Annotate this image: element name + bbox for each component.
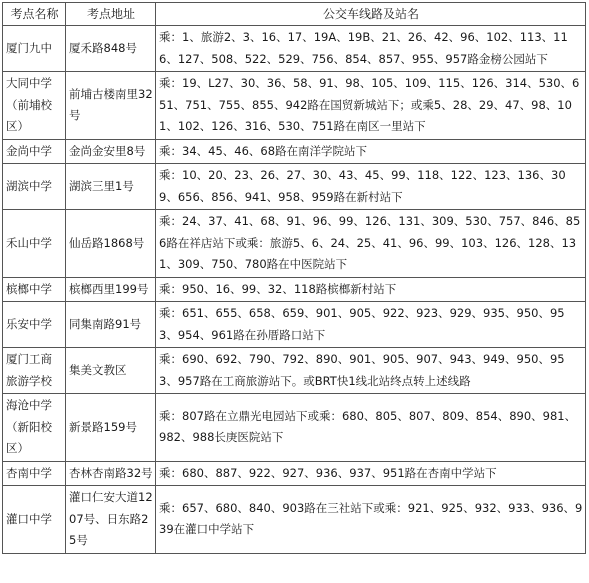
table-header-row bbox=[3, 3, 586, 26]
exam-site-table bbox=[2, 2, 586, 554]
site-address: 灌口仁安大道1207号、日东路25号 bbox=[66, 486, 156, 554]
site-address: 厦禾路848号 bbox=[66, 26, 156, 72]
site-name: 湖滨中学 bbox=[3, 164, 66, 210]
table-row bbox=[3, 72, 586, 140]
site-address: 同集南路91号 bbox=[66, 302, 156, 348]
site-name: 禾山中学 bbox=[3, 210, 66, 278]
site-address: 集美文教区 bbox=[66, 348, 156, 394]
site-address: 金尚金安里8号 bbox=[66, 139, 156, 164]
site-address: 新景路159号 bbox=[66, 394, 156, 462]
table-row bbox=[3, 302, 586, 348]
bus-routes: 乘：690、692、790、792、890、901、905、907、943、949、950、953、957路在工商旅游站下。或BRT快1线北站终点转上述线路 bbox=[156, 348, 586, 394]
bus-routes: 乘：34、45、46、68路在南洋学院站下 bbox=[156, 139, 586, 164]
site-address: 槟榔西里199号 bbox=[66, 277, 156, 302]
site-name: 大同中学（前埔校区） bbox=[3, 72, 66, 140]
bus-routes: 乘：19、L27、30、36、58、91、98、105、109、115、126、314、530、651、751、755、855、942路在国贸新城站下；或乘5、28、29、47、98、101、102、126、316、530、751路在南区一里站下 bbox=[156, 72, 586, 140]
bus-routes: 乘：1、旅游2、3、16、17、19A、19B、21、26、42、96、102、113、116、127、508、522、529、756、854、857、955、957路金榜公园站下 bbox=[156, 26, 586, 72]
site-name: 金尚中学 bbox=[3, 139, 66, 164]
table-row bbox=[3, 461, 586, 486]
site-name: 槟榔中学 bbox=[3, 277, 66, 302]
site-name: 海沧中学（新阳校区） bbox=[3, 394, 66, 462]
site-address: 杏林杏南路32号 bbox=[66, 461, 156, 486]
table-row bbox=[3, 210, 586, 278]
table-row bbox=[3, 164, 586, 210]
site-address: 湖滨三里1号 bbox=[66, 164, 156, 210]
bus-routes: 乘：950、16、99、32、118路槟榔新村站下 bbox=[156, 277, 586, 302]
site-name: 杏南中学 bbox=[3, 461, 66, 486]
table-row bbox=[3, 26, 586, 72]
table-row bbox=[3, 348, 586, 394]
site-name: 灌口中学 bbox=[3, 486, 66, 554]
header-bus-routes: 公交车线路及站名 bbox=[156, 3, 586, 26]
table-row bbox=[3, 394, 586, 462]
header-site-name: 考点名称 bbox=[3, 3, 66, 26]
bus-routes: 乘：651、655、658、659、901、905、922、923、929、935、950、953、954、961路在孙厝路口站下 bbox=[156, 302, 586, 348]
header-site-address: 考点地址 bbox=[66, 3, 156, 26]
bus-routes: 乘：10、20、23、26、27、30、43、45、99、118、122、123、136、309、656、856、941、958、959路在新村站下 bbox=[156, 164, 586, 210]
table-row bbox=[3, 277, 586, 302]
table-row bbox=[3, 139, 586, 164]
bus-routes: 乘：24、37、41、68、91、96、99、126、131、309、530、757、846、856路在祥店站下或乘：旅游5、6、24、25、41、96、99、103、126、128、131、309、750、780路在中医院站下 bbox=[156, 210, 586, 278]
bus-routes: 乘：680、887、922、927、936、937、951路在杏南中学站下 bbox=[156, 461, 586, 486]
site-address: 前埔古楼南里32号 bbox=[66, 72, 156, 140]
site-address: 仙岳路1868号 bbox=[66, 210, 156, 278]
table-row bbox=[3, 486, 586, 554]
bus-routes: 乘：807路在立鼎光电园站下或乘：680、805、807、809、854、890、981、982、988长庚医院站下 bbox=[156, 394, 586, 462]
site-name: 厦门九中 bbox=[3, 26, 66, 72]
site-name: 厦门工商旅游学校 bbox=[3, 348, 66, 394]
bus-routes: 乘：657、680、840、903路在三社站下或乘：921、925、932、933、936、939在灌口中学站下 bbox=[156, 486, 586, 554]
site-name: 乐安中学 bbox=[3, 302, 66, 348]
